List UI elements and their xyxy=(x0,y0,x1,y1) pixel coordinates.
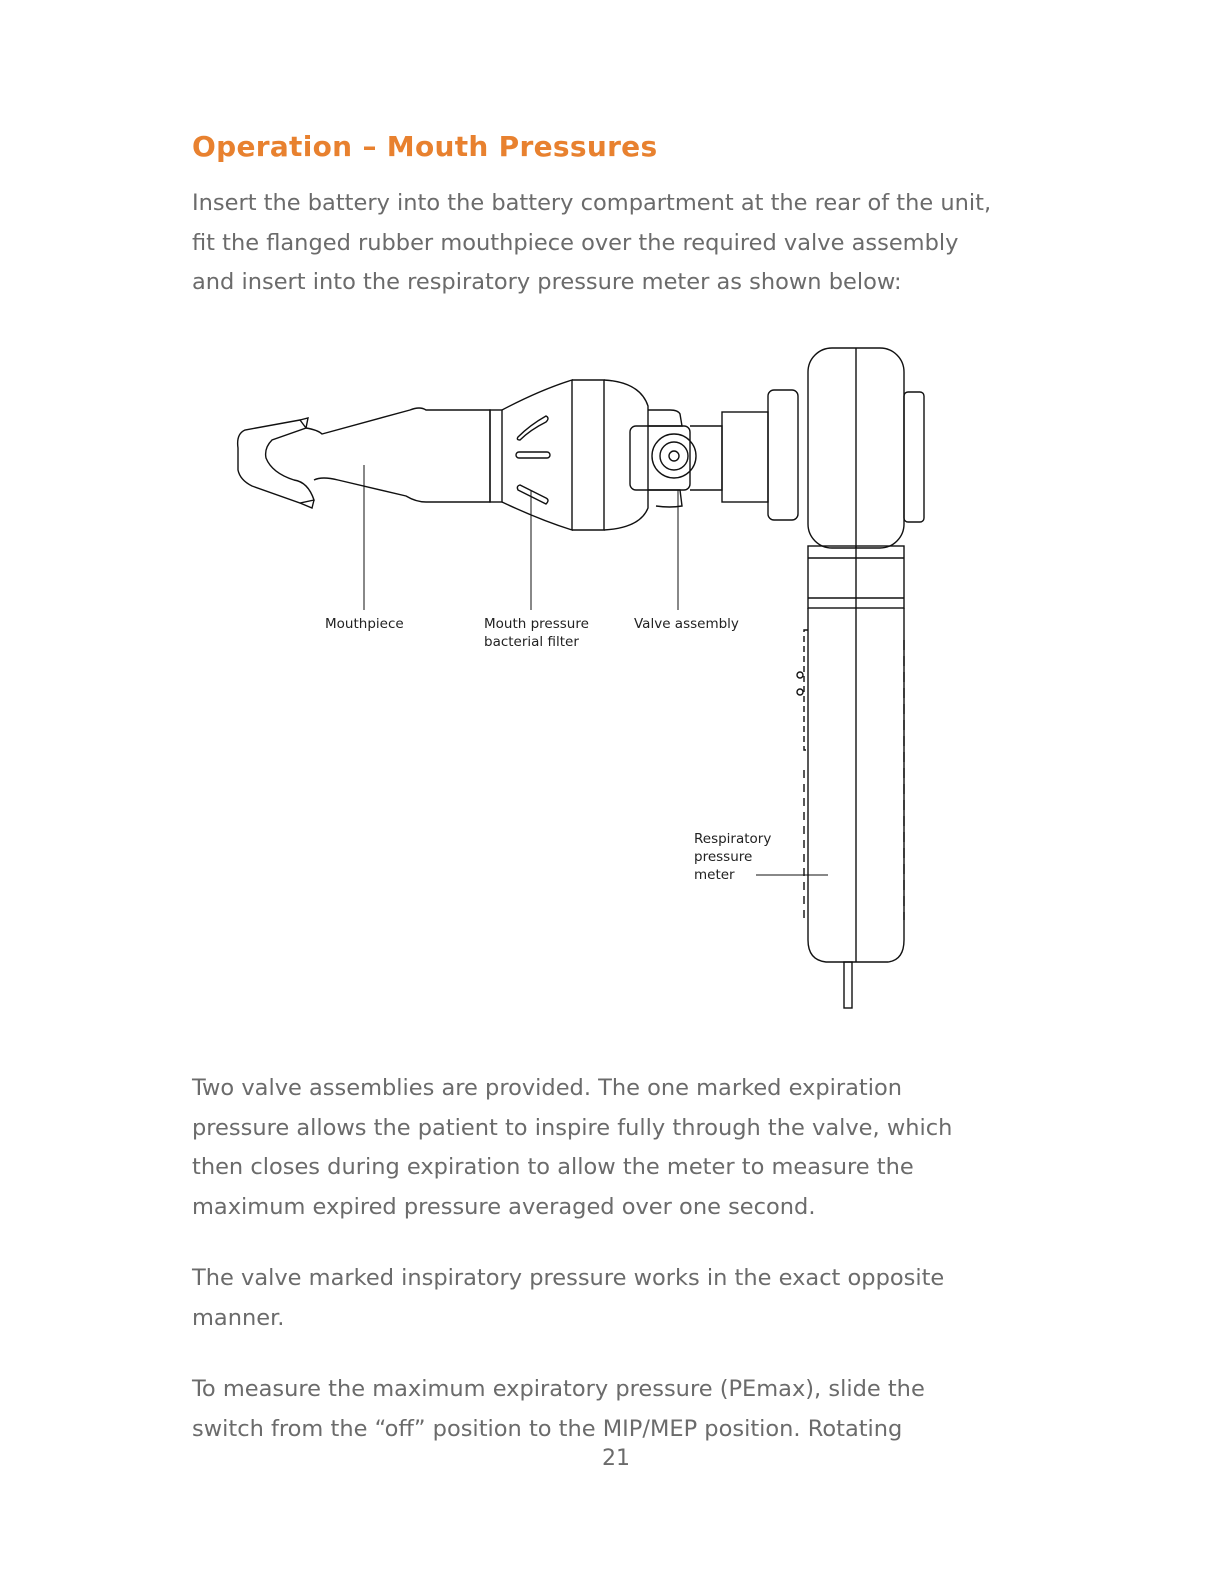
label-valve-assembly: Valve assembly xyxy=(634,616,739,632)
para-line: manner. xyxy=(192,1304,285,1331)
para-line: maximum expired pressure averaged over one second. xyxy=(192,1194,816,1221)
intro-line: and insert into the respiratory pressure meter as shown below: xyxy=(192,269,902,296)
intro-line: fit the flanged rubber mouthpiece over the required valve assembly xyxy=(192,229,959,256)
valve-description-paragraph xyxy=(192,1069,1072,1228)
pemax-paragraph xyxy=(192,1370,1072,1449)
label-meter-line1: Respiratory xyxy=(694,831,772,847)
para-line: To measure the maximum expiratory pressure (PEmax), slide the xyxy=(192,1376,925,1402)
valve-shape xyxy=(630,390,798,520)
label-filter-line1: Mouth pressure xyxy=(484,616,589,632)
inspiratory-paragraph xyxy=(192,1259,1072,1338)
para-line: switch from the “off” position to the MIP/MEP position. Rotating xyxy=(192,1415,903,1442)
label-meter-line2: pressure xyxy=(694,849,753,865)
para-line: Two valve assemblies are provided. The one marked expiration xyxy=(192,1075,903,1101)
filter-shape xyxy=(490,380,648,530)
intro-line: Insert the battery into the battery compartment at the rear of the unit, xyxy=(192,190,992,216)
para-line: then closes during expiration to allow the meter to measure the xyxy=(192,1154,914,1181)
page-heading: Operation – Mouth Pressures xyxy=(192,130,658,163)
page-number: 21 xyxy=(602,1446,630,1471)
para-line: The valve marked inspiratory pressure works in the exact opposite xyxy=(192,1265,945,1291)
label-mouthpiece: Mouthpiece xyxy=(325,616,404,632)
device-diagram xyxy=(200,330,1000,1030)
intro-paragraph xyxy=(192,184,1072,303)
label-filter-line2: bacterial filter xyxy=(484,634,579,650)
meter-shape xyxy=(797,348,924,1008)
label-meter-line3: meter xyxy=(694,867,735,883)
leader-lines xyxy=(364,465,828,875)
para-line: pressure allows the patient to inspire fully through the valve, which xyxy=(192,1114,953,1141)
